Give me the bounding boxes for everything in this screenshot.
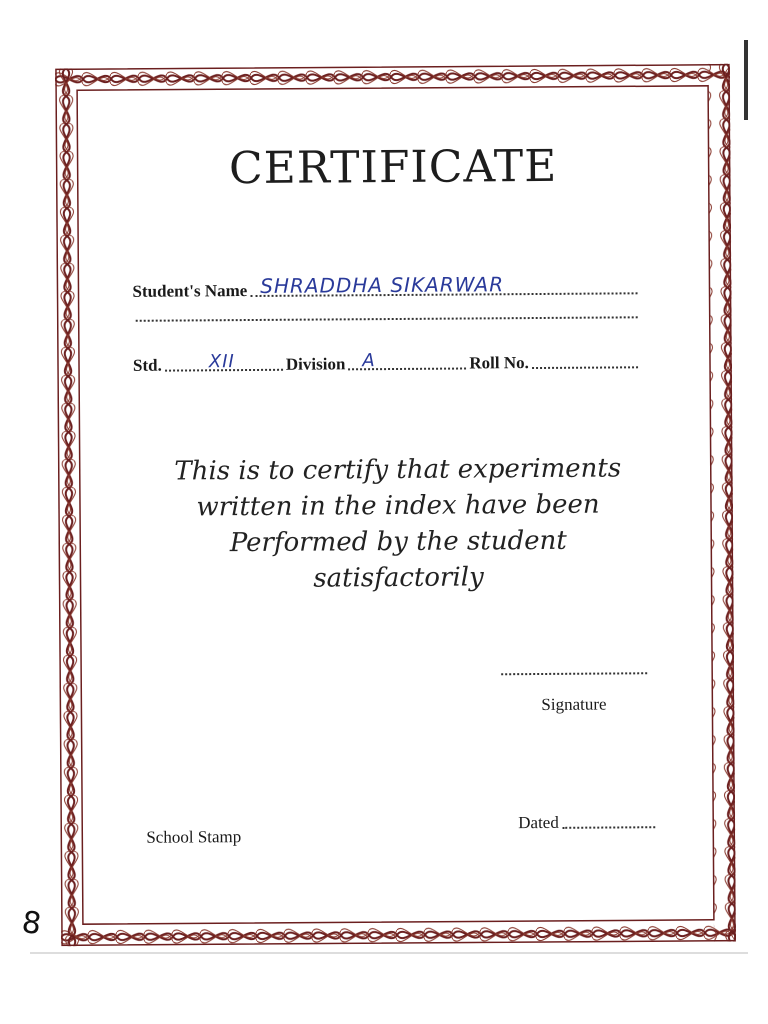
dated-line — [518, 812, 658, 833]
roll-dots — [532, 366, 638, 369]
signature-label: Signature — [541, 694, 607, 714]
division-value: A — [362, 350, 376, 372]
page-edge-shadow — [744, 40, 748, 120]
std-label: Std. — [132, 355, 162, 375]
certificate-frame — [55, 64, 736, 947]
statement-line: Performed by the student — [229, 525, 567, 559]
blank-dots — [136, 316, 638, 322]
student-name-label: Student's Name — [132, 281, 248, 301]
dated-label: Dated — [518, 812, 559, 833]
student-name-dots — [250, 272, 637, 298]
student-name-line — [132, 272, 640, 302]
std-dots — [165, 351, 283, 373]
certification-statement — [158, 450, 639, 597]
division-label: Division — [285, 354, 346, 374]
statement-line: This is to certify that experiments — [174, 453, 622, 487]
student-name-value: SHRADDHA SIKARWAR — [260, 272, 505, 298]
statement-line: written in the index have been — [196, 489, 600, 523]
blank-line — [133, 316, 641, 326]
statement-line: satisfactorily — [313, 562, 484, 594]
handwritten-corner-mark: 8 — [19, 904, 44, 943]
certificate-title: CERTIFICATE — [228, 140, 558, 195]
roll-label: Roll No. — [469, 353, 529, 373]
std-division-roll-line — [133, 352, 641, 376]
page-bottom-shadow — [30, 952, 748, 954]
dated-dots — [562, 826, 655, 829]
signature-line — [501, 672, 647, 675]
division-dots — [348, 350, 466, 372]
school-stamp-label: School Stamp — [146, 827, 242, 847]
std-value: XII — [208, 351, 235, 373]
